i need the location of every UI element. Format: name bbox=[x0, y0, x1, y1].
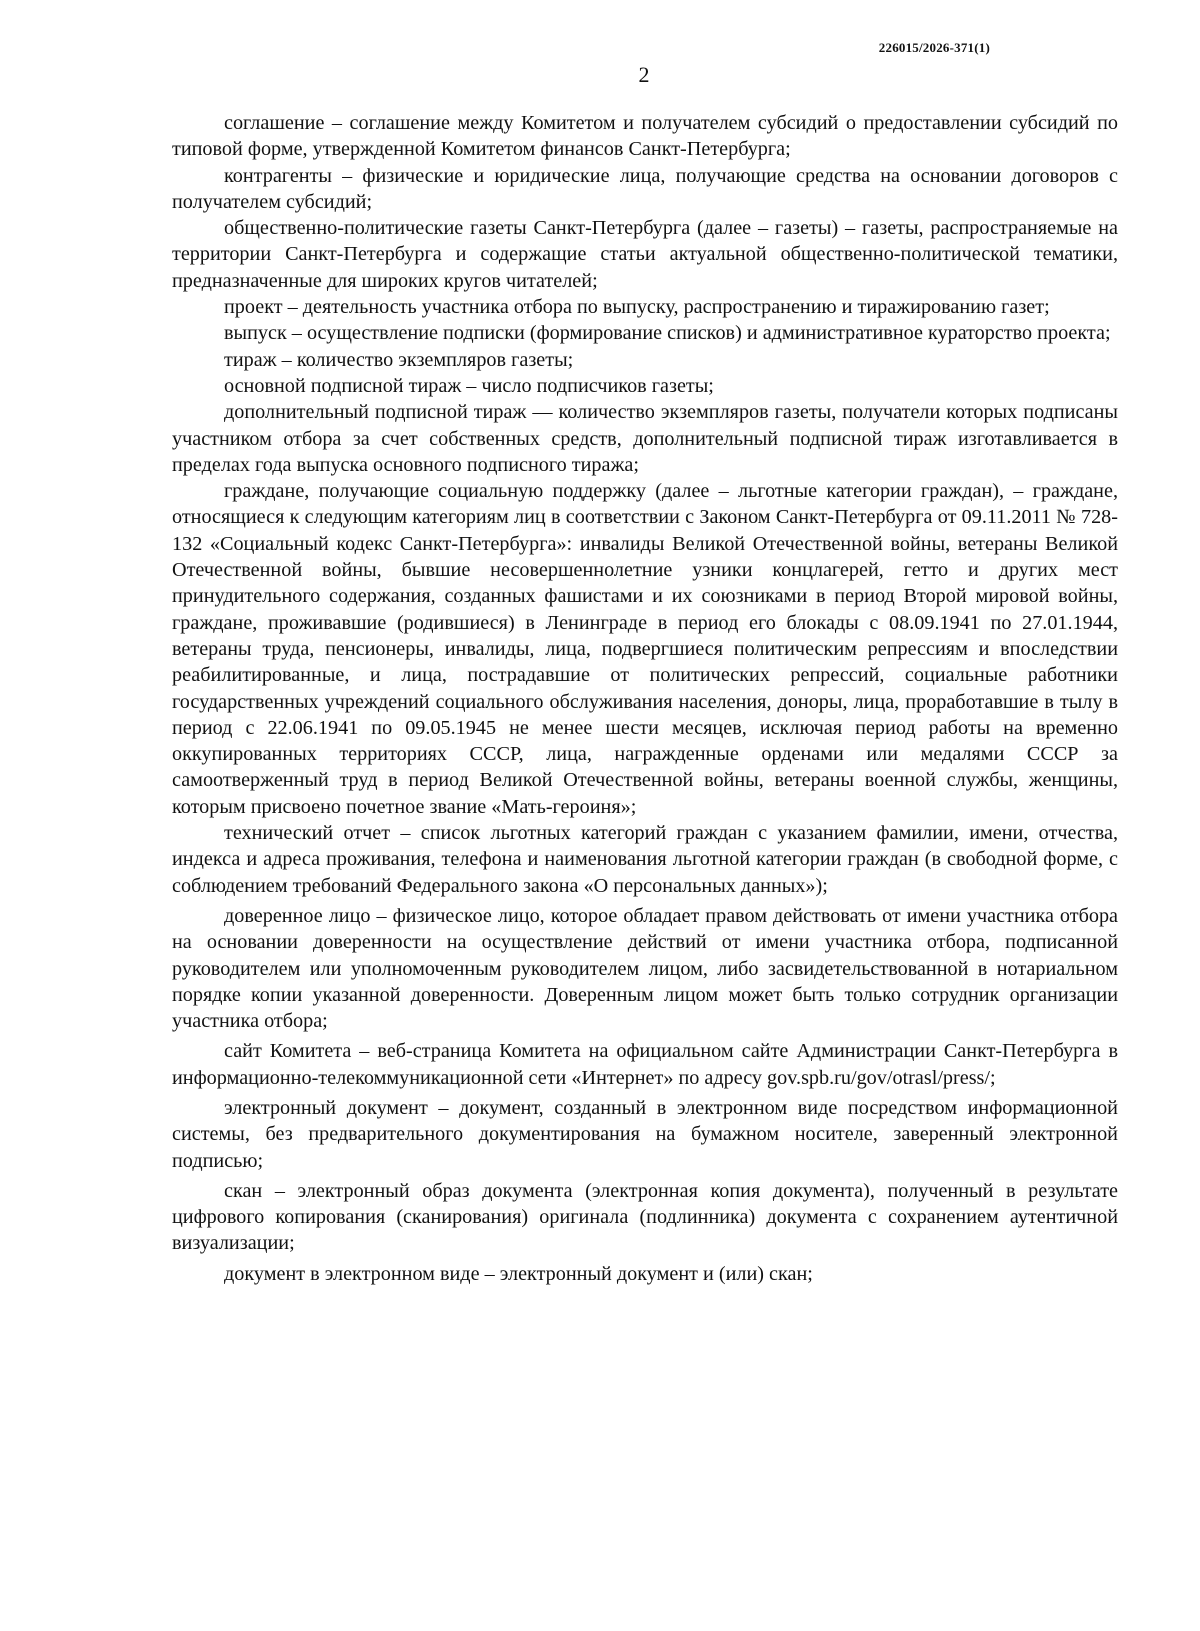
definition-paragraph: общественно-политические газеты Санкт-Петербурга (далее – газеты) – газеты, распространяемые на территории Санкт-Петербурга и содержащие статьи актуальной общественно-политической тематики, предназначенные для широких кругов читателей; bbox=[172, 217, 1118, 292]
definition-paragraph: доверенное лицо – физическое лицо, которое обладает правом действовать от имени участника отбора на основании доверенности на осуществление действий от имени участника отбора, подписанной руководителем или уполномоченным руководителем лицом, либо засвидетельствованной в нотариальном порядке копии указанной доверенности. Доверенным лицом может быть только сотрудник организации участника отбора; bbox=[172, 904, 1118, 1033]
definition-paragraph: дополнительный подписной тираж — количество экземпляров газеты, получатели которых подписаны участником отбора за счет собственных средств, дополнительный подписной тираж изготавливается в пределах года выпуска основного подписного тиража; bbox=[172, 401, 1118, 476]
definition-paragraph: выпуск – осуществление подписки (формирование списков) и административное кураторство проекта; bbox=[224, 322, 1111, 345]
definition-paragraph: технический отчет – список льготных категорий граждан с указанием фамилии, имени, отчества, индекса и адреса проживания, телефона и наименования льготной категории граждан (в свободной форме, с соблюдением требований Федерального закона «О персональных данных»); bbox=[172, 822, 1118, 897]
definition-paragraph: тираж – количество экземпляров газеты; bbox=[224, 348, 574, 371]
registration-number: 226015/2026-371(1) bbox=[878, 40, 990, 55]
definitions-text bbox=[172, 110, 1118, 1287]
definition-paragraph: контрагенты – физические и юридические лица, получающие средства на основании договоров с получателем субсидий; bbox=[172, 164, 1118, 213]
page-number: 2 bbox=[638, 62, 650, 87]
definition-paragraph: основной подписной тираж – число подписчиков газеты; bbox=[224, 374, 714, 397]
definition-paragraph: сайт Комитета – веб-страница Комитета на официальном сайте Администрации Санкт-Петербурга в информационно-телекоммуникационной сети «Интернет» по адресу gov.spb.ru/gov/otrasl/press/; bbox=[172, 1040, 1118, 1089]
definition-paragraph: электронный документ – документ, созданный в электронном виде посредством информационной системы, без предварительного документирования на бумажном носителе, заверенный электронной подписью; bbox=[172, 1096, 1118, 1172]
definition-paragraph: граждане, получающие социальную поддержку (далее – льготные категории граждан), – граждане, относящиеся к следующим категориям лиц в соответствии с Законом Санкт-Петербурга от 09.11.2011 № 728-132 «Социальный кодекс Санкт-Петербурга»: инвалиды Великой Отечественной войны, ветераны Великой Отечественной войны, бывшие несовершеннолетние узники концлагерей, гетто и других мест принудительного содержания, созданных фашистами и их союзниками в период Второй мировой войны, граждане, проживавшие (родившиеся) в Ленинграде в период его блокады с 08.09.1941 по 27.01.1944, ветераны труда, пенсионеры, инвалиды, лица, подвергшиеся политическим репрессиям и впоследствии реабилитированные, и лица, пострадавшие от политических репрессий, социальные работники государственных учреждений социального обслуживания населения, доноры, лица, проработавшие в тылу в период с 22.06.1941 по 09.05.1945 не менее шести месяцев, исключая период работы на временно оккупированных территориях СССР, лица, награжденные орденами или медалями СССР за самоотверженный труд в период Великой Отечественной войны, ветераны военной службы, женщины, которым присвоено почетное звание «Мать-героиня»; bbox=[172, 480, 1118, 818]
definition-paragraph: скан – электронный образ документа (электронная копия документа), полученный в результате цифрового копирования (сканирования) оригинала (подлинника) документа с сохранением аутентичной визуализации; bbox=[172, 1179, 1118, 1255]
definition-paragraph: соглашение – соглашение между Комитетом и получателем субсидий о предоставлении субсидий по типовой форме, утвержденной Комитетом финансов Санкт-Петербурга; bbox=[172, 112, 1118, 161]
definition-paragraph: документ в электронном виде – электронный документ и (или) скан; bbox=[224, 1262, 813, 1285]
definition-paragraph: проект – деятельность участника отбора по выпуску, распространению и тиражированию газет; bbox=[224, 296, 1050, 319]
